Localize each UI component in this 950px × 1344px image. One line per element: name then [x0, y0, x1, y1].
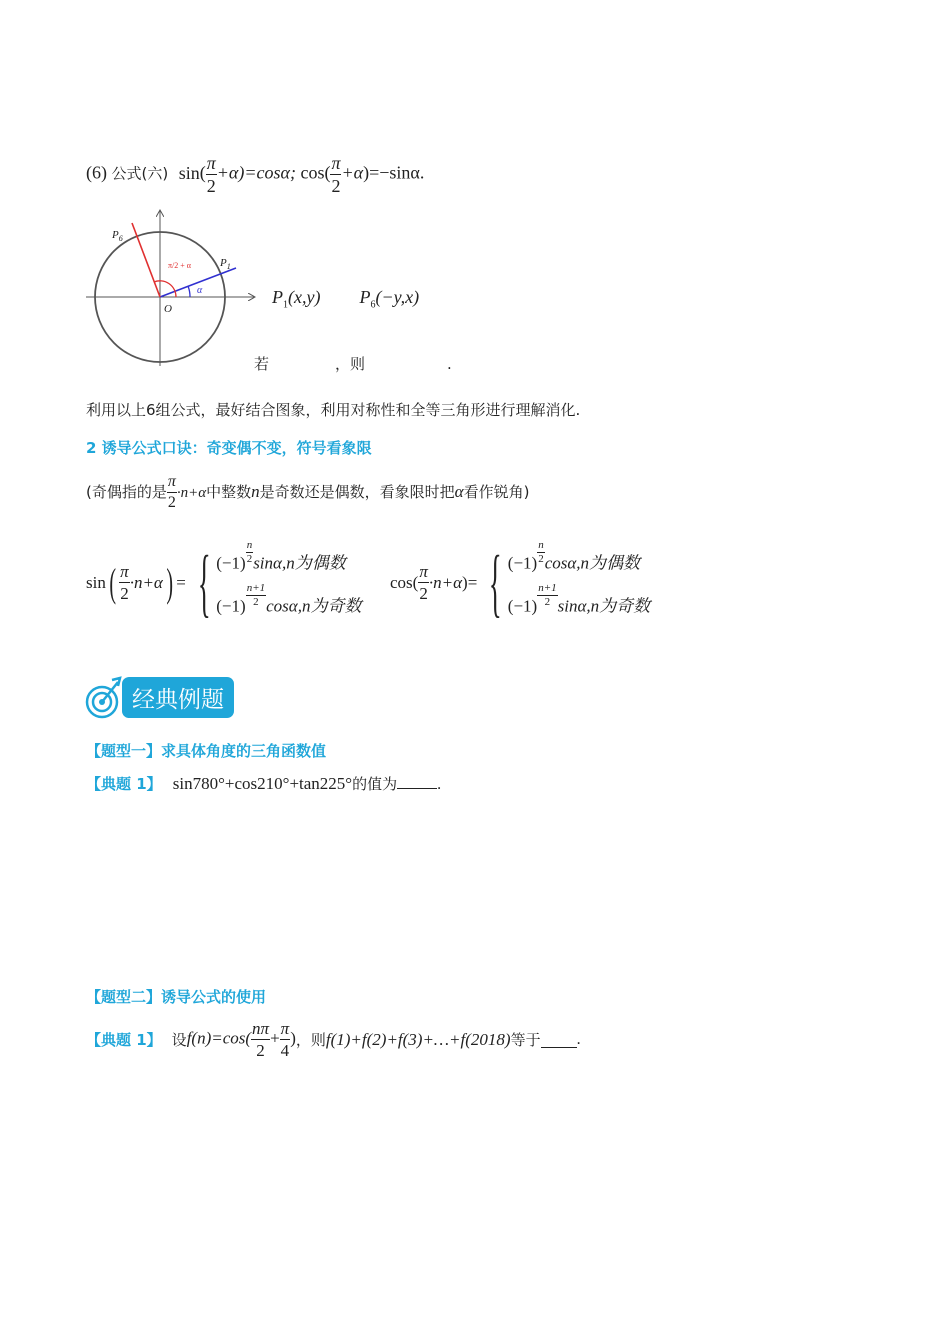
formula-number: (6) — [86, 162, 107, 183]
p6-coord: (−y,x) — [375, 287, 420, 307]
answer-blank[interactable] — [397, 787, 437, 789]
neg-sin-result: )=−sinα. — [363, 162, 425, 183]
angle-label: π/2 + α — [168, 261, 191, 270]
sin-even-case: (−1) $\frac{n}{2}$ sinα,n为偶数 — [216, 539, 346, 573]
type2-problem: 【典题 1】 设 f(n)=cos( $\frac{n\pi}{2}$ + $\frac{\pi}{4}$ ) ，则 f(1)+f(2)+f(3)+…+f(2018) 等于 . — [86, 1019, 581, 1060]
type2-heading: 【题型二】诱导公式的使用 — [86, 988, 267, 1006]
point-coordinates: $P_1(x,y)$ $P_6(-y,x)$ — [272, 287, 420, 311]
section-title: 经典例题 — [122, 677, 234, 718]
type1-heading: 【题型一】求具体角度的三角函数值 — [86, 742, 327, 760]
p6-label: $P_6$ — [112, 229, 123, 243]
odd-even-note: (奇偶指的是 $\frac{\pi}{2}$ ·n+α中整数n是奇数还是偶数，看象限时把α看作锐角) — [86, 473, 530, 511]
sum-expression: f(1)+f(2)+f(3)+…+f(2018) — [325, 1029, 511, 1049]
sin-odd-case: (−1) $\frac{n+1}{2}$ cosα,n为奇数 — [216, 581, 362, 616]
formula-label: 公式(六) — [111, 164, 169, 183]
cos-alpha-result: )=cosα; — [238, 162, 296, 183]
cos-piecewise: cos ( $\frac{\pi}{2}$ ·n+α ) = { (−1) $\frac{n}{2}$ cosα,n为偶数 (−1) $\frac{n+1}{2}$ sinα,n为奇数 — [390, 539, 651, 625]
target-icon — [84, 674, 124, 720]
section-header — [84, 674, 234, 720]
type2-tag: 【典题 1】 — [86, 1031, 162, 1049]
pi-over-two-2: $\frac{\pi}{2}$ — [331, 153, 341, 196]
origin-label: O — [164, 303, 172, 315]
type1-problem: 【典题 1】 sin780°+cos210°+tan225°的值为 . — [86, 774, 442, 793]
answer-blank-2[interactable] — [541, 1046, 577, 1048]
mnemonic-heading: 2 诱导公式口诀：奇变偶不变，符号看象限 — [86, 439, 372, 457]
sin-piecewise: sin ( $\frac{\pi}{2}$ ·n+α ) = { (−1) $\frac{n}{2}$ sinα,n为偶数 (−1) $\frac{n+1}{2}$ cosα,n为奇数 — [86, 539, 362, 625]
angle-arc-alpha — [188, 286, 190, 297]
type1-expression: sin780°+cos210°+tan225° — [172, 774, 353, 793]
alpha-label: α — [197, 285, 203, 296]
usage-text: 利用以上6组公式，最好结合图象，利用对称性和全等三角形进行理解消化. — [86, 401, 581, 419]
sin-fn: sin — [178, 162, 200, 183]
cos-odd-case: (−1) $\frac{n+1}{2}$ sinα,n为奇数 — [507, 581, 651, 616]
p1-label: $P_1$ — [220, 257, 231, 271]
ruo-line: 若 ，则 . — [254, 355, 452, 373]
formula-six: (6) 公式(六) sin( $\frac{\pi}{2}$ +α)=cosα; cos( $\frac{\pi}{2}$ +α)=−sinα. — [86, 153, 425, 196]
unit-circle-diagram — [84, 206, 264, 371]
cos-even-case: (−1) $\frac{n}{2}$ cosα,n为偶数 — [507, 539, 641, 573]
cos-fn: cos — [300, 162, 325, 183]
type1-tag: 【典题 1】 — [86, 775, 162, 793]
pi-over-two: $\frac{\pi}{2}$ — [206, 153, 216, 196]
p1-coord: (x,y) — [288, 287, 321, 307]
